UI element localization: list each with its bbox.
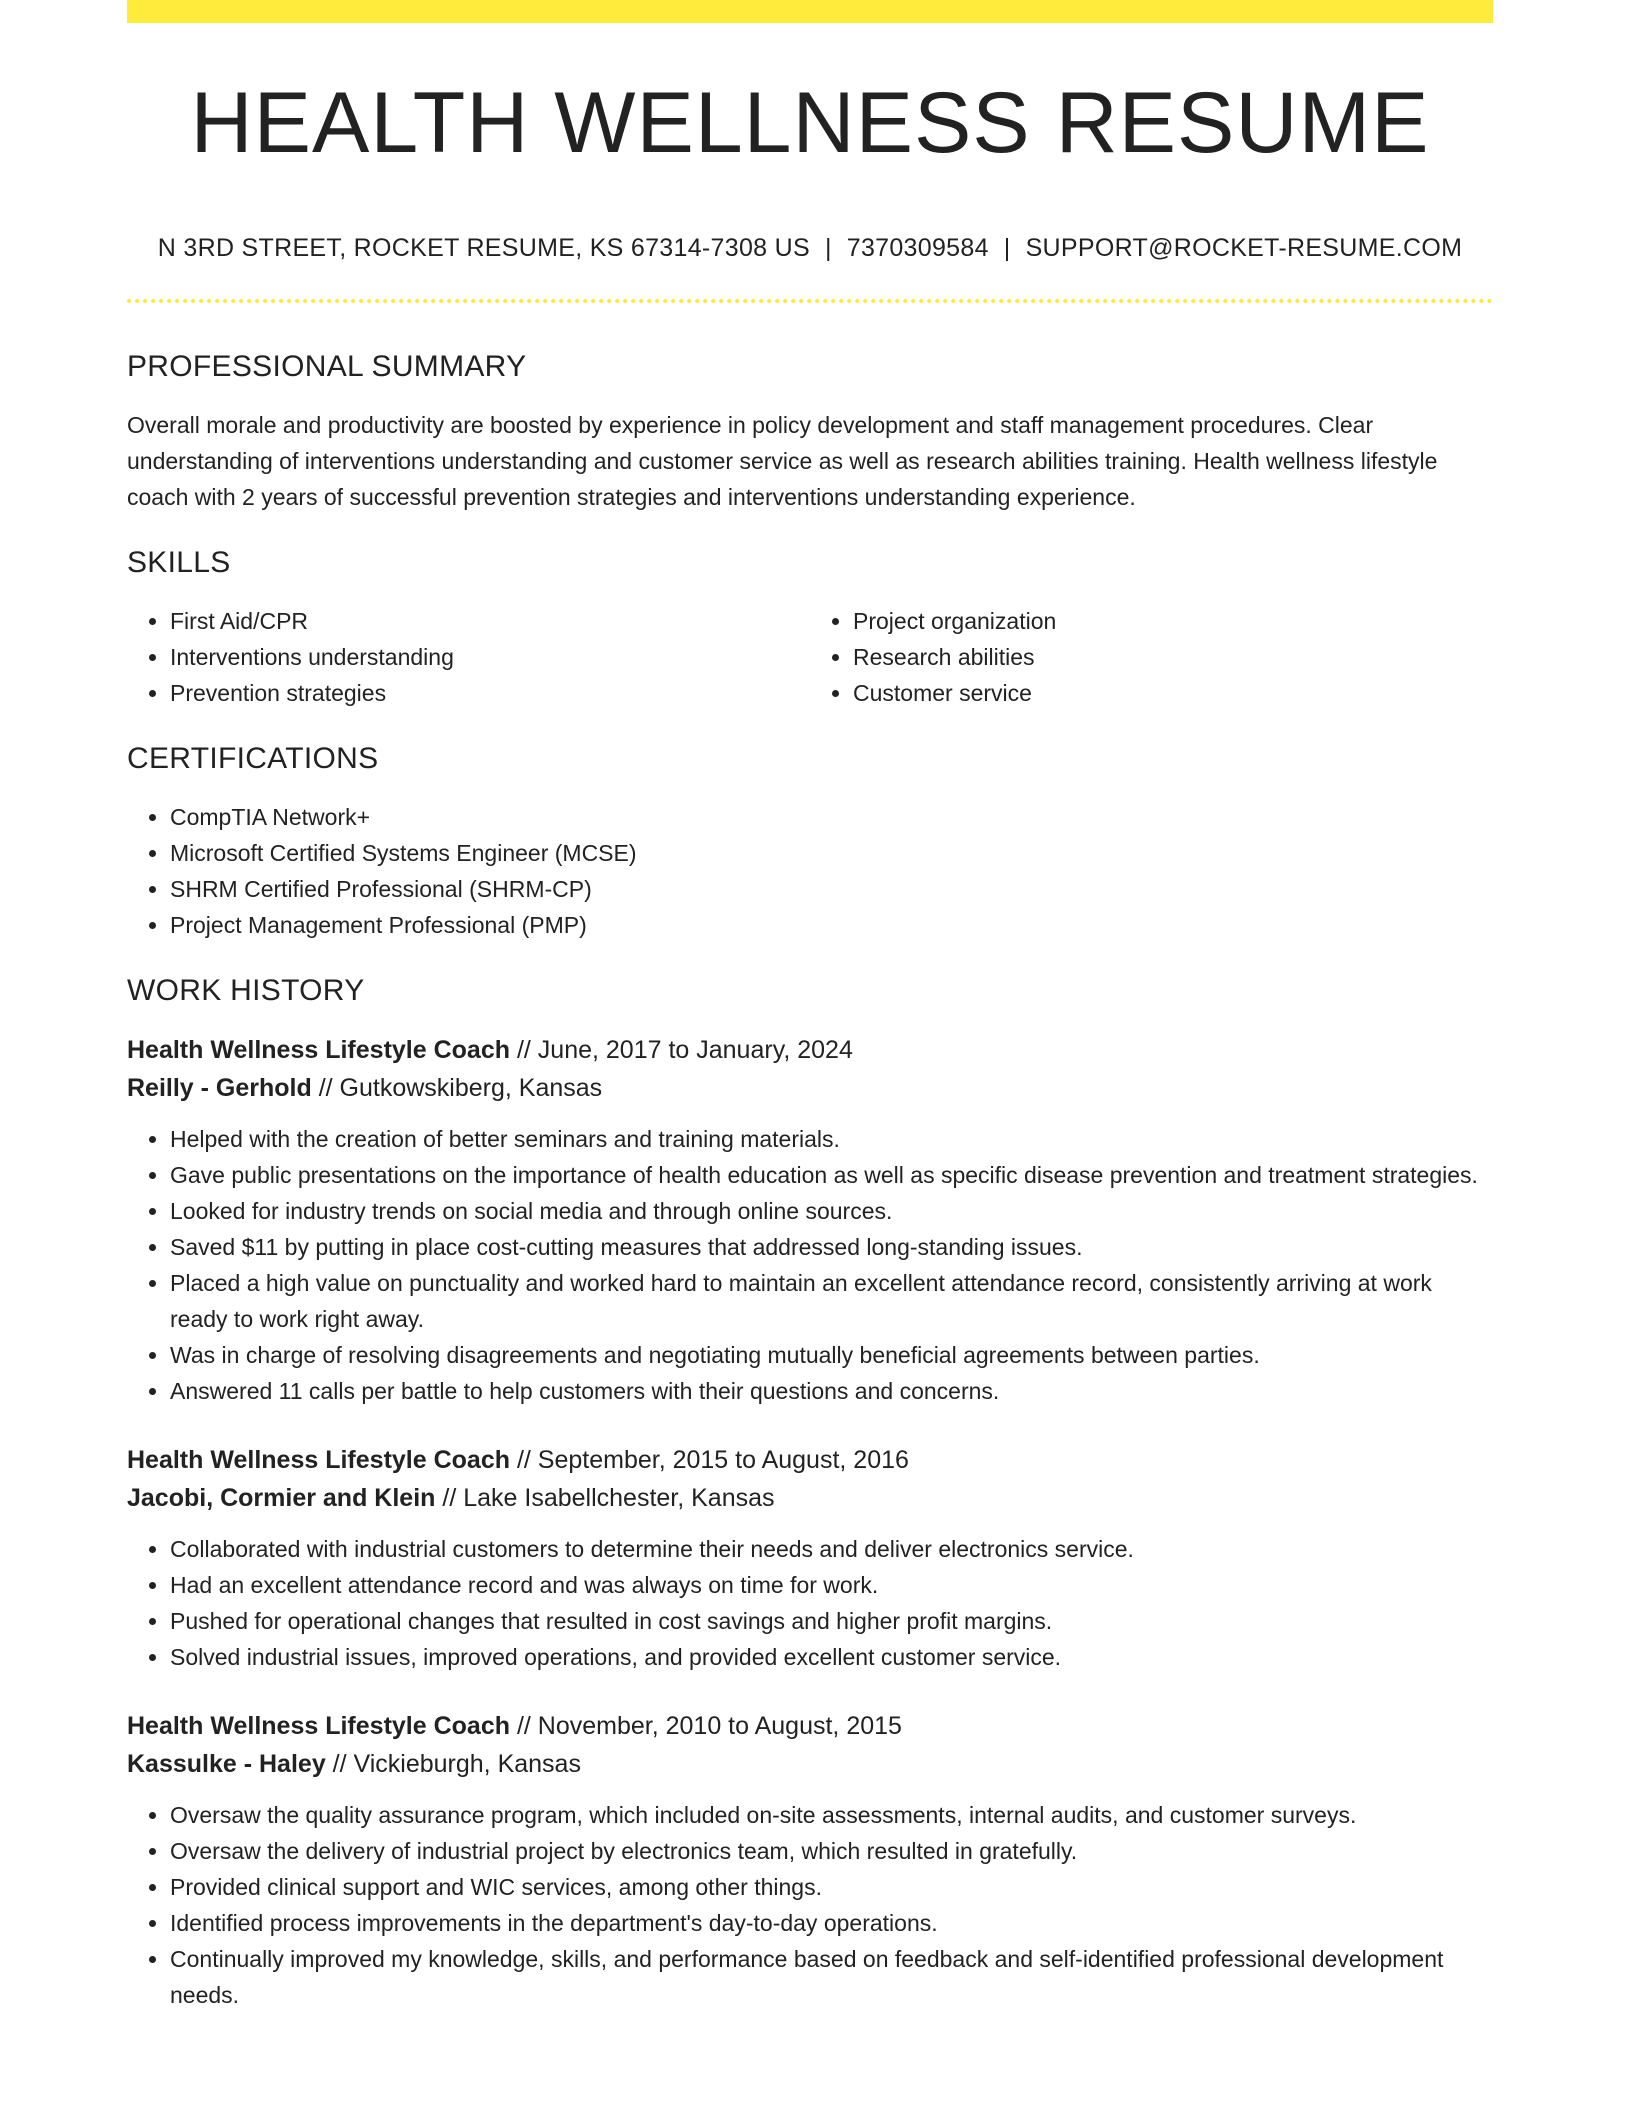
skill-item: • First Aid/CPR xyxy=(170,603,810,639)
job-bullets xyxy=(127,1121,1493,1409)
job-bullet: • Oversaw the delivery of industrial project by electronics team, which resulted in gratefully. xyxy=(170,1833,1493,1869)
job-title-line xyxy=(127,1031,1493,1069)
certification-item: • Project Management Professional (PMP) xyxy=(170,907,1493,943)
job-company-line xyxy=(127,1069,1493,1107)
skills-grid xyxy=(127,603,1493,711)
skill-item: • Research abilities xyxy=(853,639,1493,675)
email-link[interactable]: SUPPORT@ROCKET-RESUME.COM xyxy=(1025,234,1463,262)
job-bullet: • Oversaw the quality assurance program, which included on-site assessments, internal audits, and customer surveys. xyxy=(170,1797,1493,1833)
job-company: Kassulke - Haley xyxy=(127,1750,326,1778)
job-bullets xyxy=(127,1531,1493,1675)
job-bullet: • Collaborated with industrial customers to determine their needs and deliver electronics service. xyxy=(170,1531,1493,1567)
certification-item: • SHRM Certified Professional (SHRM-CP) xyxy=(170,871,1493,907)
job-role: Health Wellness Lifestyle Coach xyxy=(127,1036,510,1064)
job-location: // Gutkowskiberg, Kansas xyxy=(318,1074,603,1102)
phone: 7370309584 xyxy=(846,234,989,262)
certification-item: • Microsoft Certified Systems Engineer (MCSE) xyxy=(170,835,1493,871)
section-title-work-history: WORK HISTORY xyxy=(127,974,365,1007)
job-bullet: • Helped with the creation of better seminars and training materials. xyxy=(170,1121,1493,1157)
section-title-certifications: CERTIFICATIONS xyxy=(127,742,379,775)
job-company: Jacobi, Cormier and Klein xyxy=(127,1484,436,1512)
certifications-section xyxy=(127,741,1493,943)
address: N 3RD STREET, ROCKET RESUME, KS 67314-7308 US xyxy=(157,234,810,262)
job-location: // Vickieburgh, Kansas xyxy=(332,1750,581,1778)
certifications-list xyxy=(127,799,1493,943)
job-title-line xyxy=(127,1441,1493,1479)
job-company: Reilly - Gerhold xyxy=(127,1074,312,1102)
job-location: // Lake Isabellchester, Kansas xyxy=(442,1484,775,1512)
job-bullet: • Saved $11 by putting in place cost-cutting measures that addressed long-standing issues. xyxy=(170,1229,1493,1265)
work-history-section xyxy=(127,973,1493,2013)
dotted-divider xyxy=(127,299,1493,303)
skill-item: • Prevention strategies xyxy=(170,675,810,711)
contact-line xyxy=(127,232,1493,264)
skills-section xyxy=(127,545,1493,711)
job-dates: // June, 2017 to January, 2024 xyxy=(516,1036,853,1064)
accent-bar xyxy=(127,0,1493,23)
job-bullet: • Solved industrial issues, improved operations, and provided excellent customer service. xyxy=(170,1639,1493,1675)
job-bullet: • Gave public presentations on the importance of health education as well as specific disease prevention and treatment strategies. xyxy=(170,1157,1493,1193)
skills-list-right xyxy=(810,603,1493,711)
job-entry xyxy=(127,1707,1493,2013)
job-bullet: • Continually improved my knowledge, skills, and performance based on feedback and self-identified professional development needs. xyxy=(170,1941,1493,2013)
skill-item: • Project organization xyxy=(853,603,1493,639)
job-bullet: • Placed a high value on punctuality and worked hard to maintain an excellent attendance record, consistently arriving at work ready to work right away. xyxy=(170,1265,1493,1337)
job-dates: // September, 2015 to August, 2016 xyxy=(516,1446,909,1474)
job-bullet: • Pushed for operational changes that resulted in cost savings and higher profit margins. xyxy=(170,1603,1493,1639)
summary-text: Overall morale and productivity are boosted by experience in policy development and staff management procedures. Clear understanding of interventions understanding and customer service as well as research abilities training. Health wellness lifestyle coach with 2 years of successful prevention strategies and interventions understanding experience. xyxy=(127,412,1438,510)
job-dates: // November, 2010 to August, 2015 xyxy=(516,1712,902,1740)
resume-page xyxy=(127,0,1493,2013)
job-bullet: • Was in charge of resolving disagreements and negotiating mutually beneficial agreements between parties. xyxy=(170,1337,1493,1373)
job-bullet: • Looked for industry trends on social media and through online sources. xyxy=(170,1193,1493,1229)
skill-item: • Interventions understanding xyxy=(170,639,810,675)
job-bullet: • Answered 11 calls per battle to help customers with their questions and concerns. xyxy=(170,1373,1493,1409)
separator: | xyxy=(824,234,832,262)
job-entry xyxy=(127,1441,1493,1675)
skill-item: • Customer service xyxy=(853,675,1493,711)
job-role: Health Wellness Lifestyle Coach xyxy=(127,1712,510,1740)
job-company-line xyxy=(127,1479,1493,1517)
summary-section xyxy=(127,349,1493,515)
section-title-summary: PROFESSIONAL SUMMARY xyxy=(127,350,527,383)
job-bullets xyxy=(127,1797,1493,2013)
job-entry xyxy=(127,1031,1493,1409)
job-company-line xyxy=(127,1745,1493,1783)
job-role: Health Wellness Lifestyle Coach xyxy=(127,1446,510,1474)
job-bullet: • Provided clinical support and WIC services, among other things. xyxy=(170,1869,1493,1905)
section-title-skills: SKILLS xyxy=(127,546,231,579)
separator: | xyxy=(1003,234,1011,262)
job-bullet: • Had an excellent attendance record and was always on time for work. xyxy=(170,1567,1493,1603)
skills-list-left xyxy=(127,603,810,711)
job-bullet: • Identified process improvements in the department's day-to-day operations. xyxy=(170,1905,1493,1941)
certification-item: • CompTIA Network+ xyxy=(170,799,1493,835)
resume-title: HEALTH WELLNESS RESUME xyxy=(190,75,1430,171)
job-title-line xyxy=(127,1707,1493,1745)
